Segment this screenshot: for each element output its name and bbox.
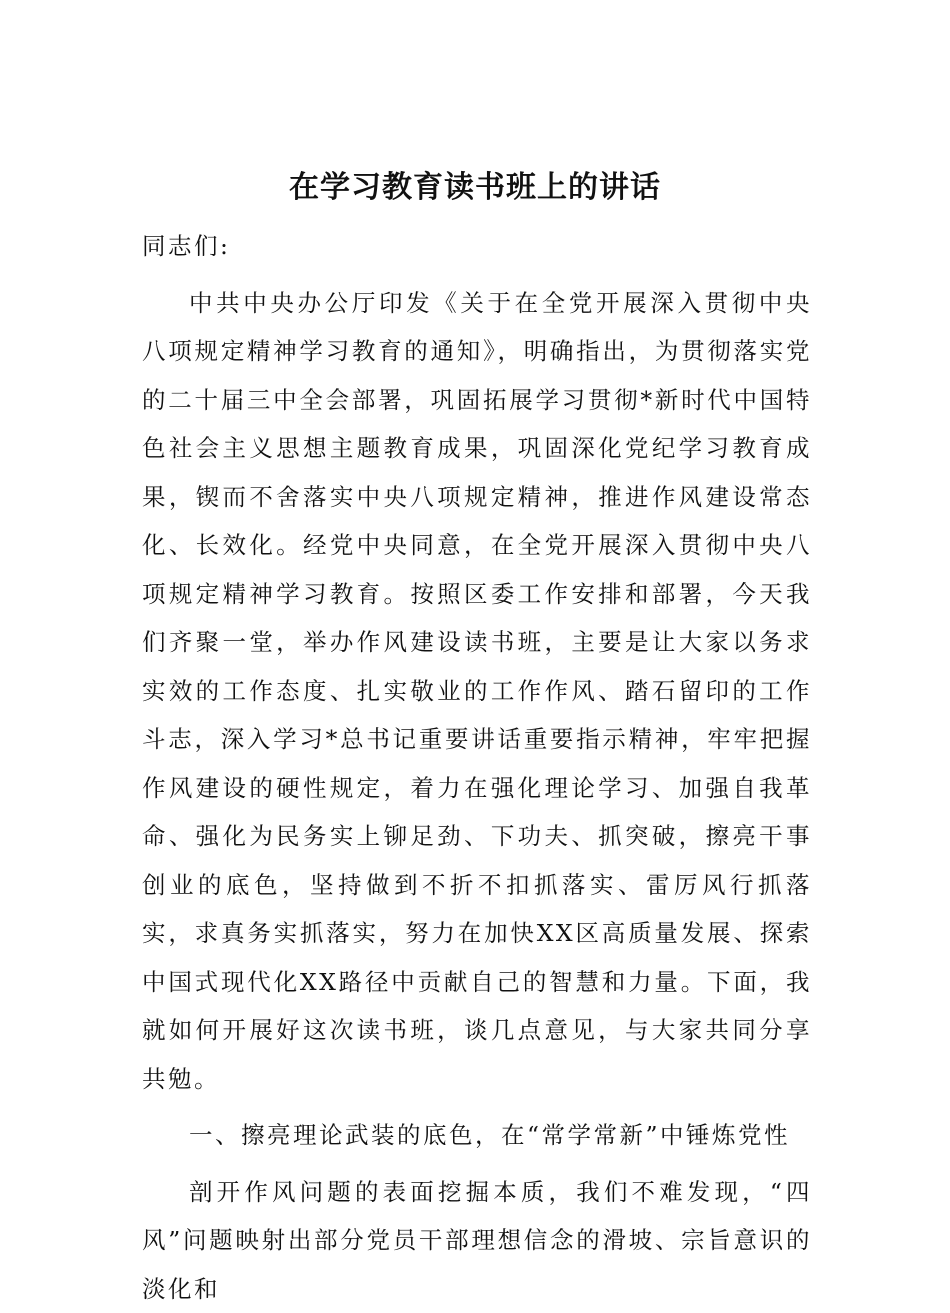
salutation: 同志们: (142, 222, 812, 271)
document-body (142, 222, 812, 1313)
section-heading: 一、擦亮理论武装的底色，在“常学常新”中锤炼党性 (142, 1111, 812, 1160)
section-paragraph: 剖开作风问题的表面挖掘本质，我们不难发现，“四风”问题映射出部分党员干部理想信念的滑坡、宗旨意识的淡化和 (142, 1168, 812, 1313)
document-title: 在学习教育读书班上的讲话 (0, 165, 950, 211)
intro-paragraph: 中共中央办公厅印发《关于在全党开展深入贯彻中央八项规定精神学习教育的通知》，明确指出，为贯彻落实党的二十届三中全会部署，巩固拓展学习贯彻*新时代中国特色社会主义思想主题教育成果，巩固深化党纪学习教育成果，锲而不舍落实中央八项规定精神，推进作风建设常态化、长效化。经党中央同意，在全党开展深入贯彻中央八项规定精神学习教育。按照区委工作安排和部署，今天我们齐聚一堂，举办作风建设读书班，主要是让大家以务求实效的工作态度、扎实敬业的工作作风、踏石留印的工作斗志，深入学习*总书记重要讲话重要指示精神，牢牢把握作风建设的硬性规定，着力在强化理论学习、加强自我革命、强化为民务实上铆足劲、下功夫、抓突破，擦亮干事创业的底色，坚持做到不折不扣抓落实、雷厉风行抓落实，求真务实抓落实，努力在加快XX区高质量发展、探索中国式现代化XX路径中贡献自己的智慧和力量。下面，我就如何开展好这次读书班，谈几点意见，与大家共同分享共勉。 (142, 279, 812, 1104)
